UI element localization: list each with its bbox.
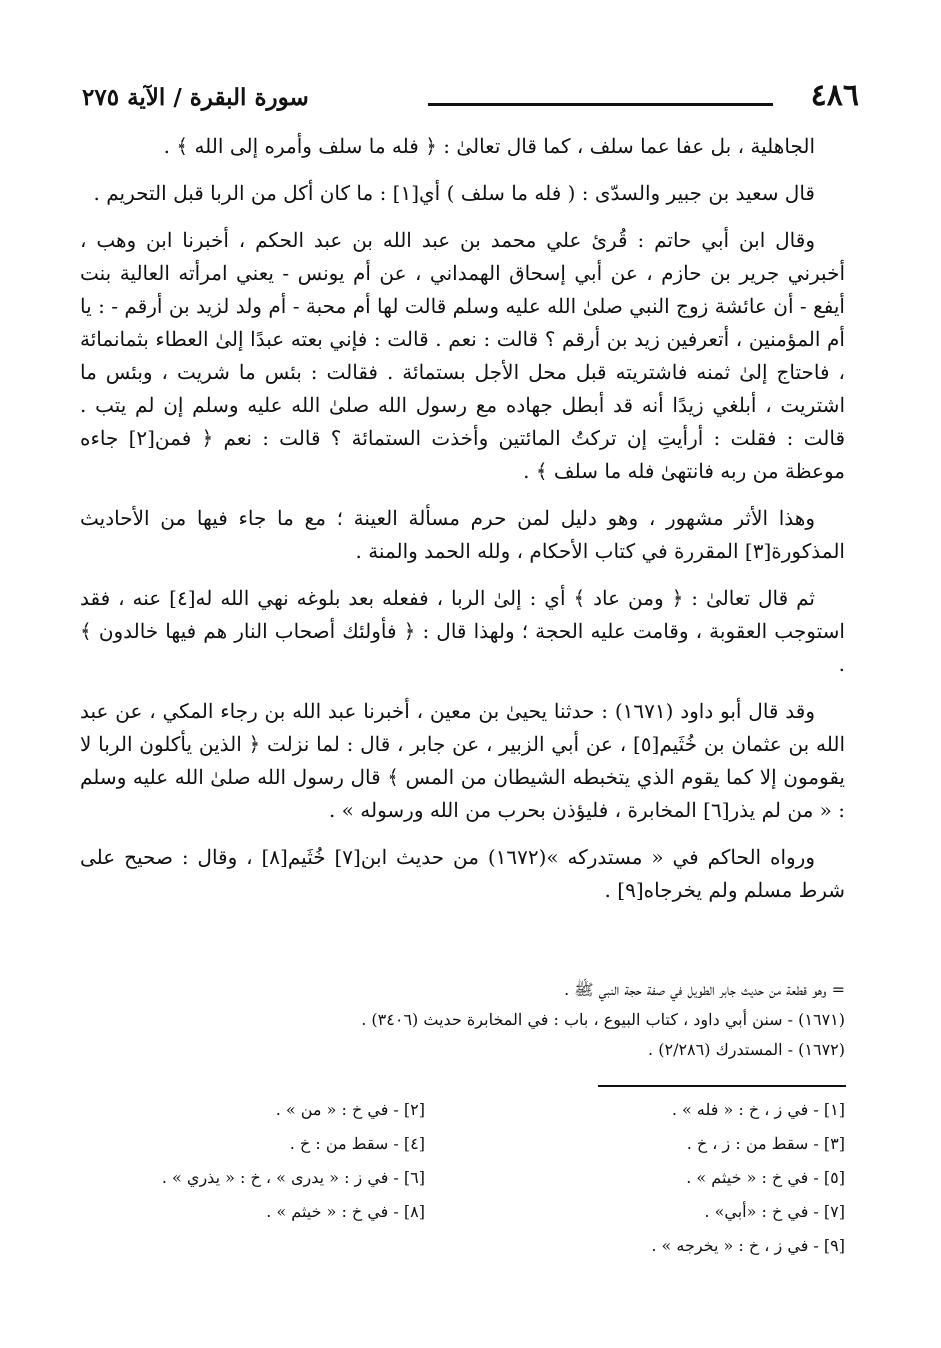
footnote-line: = وهو قطعة من حديث جابر الطويل في صفة حجة النبي ﷺ . <box>564 980 845 999</box>
running-title: سورة البقرة / الآية ٢٧٥ <box>82 84 309 111</box>
paragraph-2: قال سعيد بن جبير والسدّى : ( فله ما سلف ) أي[١] : ما كان أكل من الربا قبل التحريم . <box>93 181 815 205</box>
note-4: [٤] - سقط من : خ . <box>289 1134 425 1153</box>
page-number: ٤٨٦ <box>810 78 859 113</box>
paragraph-7: ورواه الحاكم في « مستدركه »(١٦٧٢) من حديث ابن[٧] خُثَيم[٨] ، وقال : صحيح على شرط مسلم ولم يخرجاه[٩] . <box>80 845 845 902</box>
footnote-line: (١٦٧٢) - المستدرك (٢/٢٨٦) . <box>648 1040 845 1059</box>
note-5: [٥] - في خ : « خيثم » . <box>686 1168 845 1187</box>
paragraph-3: وقال ابن أبي حاتم : قُرئ علي محمد بن عبد الله بن عبد الحكم ، أخبرنا ابن وهب ، أخبرني جرير بن حازم ، عن أبي إسحاق الهمداني ، عن أم يونس - يعني امرأته العالية بنت أيفع - أن عائشة زوج النبي صلىٰ الله عليه وسلم قالت لها أم محبة - أم ولد لزيد بن أرقم - : يا أم المؤمنين ، أتعرفين زيد بن أرقم ؟ قالت : نعم . قالت : فإني بعته عبدًا إلىٰ العطاء بثمانمائة ، فاحتاج إلىٰ ثمنه فاشتريته قبل محل الأجل بستمائة . فقالت : بئس ما شريت ، وبئس ما اشتريت ، أبلغي زيدًا أنه قد أبطل جهاده مع رسول الله صلىٰ الله عليه وسلم إن لم يتب . قالت : فقلت : أرأيتِ إن تركتُ المائتين وأخذت الستمائة ؟ قالت : نعم ﴿ فمن[٢] جاءه موعظة من ربه فانتهىٰ فله ما سلف ﴾ . <box>80 228 846 483</box>
note-6: [٦] - في ز : « يدرى » ، خ : « يذري » . <box>161 1168 425 1187</box>
main-text <box>80 130 845 921</box>
note-7: [٧] - في خ : «أبي» . <box>704 1202 845 1221</box>
paragraph-5: ثم قال تعالىٰ : ﴿ ومن عاد ﴾ أي : إلىٰ الربا ، ففعله بعد بلوغه نهي الله له[٤] عنه ، فقد استوجب العقوبة ، وقامت عليه الحجة ؛ ولهذا قال : ﴿ فأولئك أصحاب النار هم فيها خالدون ﴾ . <box>80 586 845 676</box>
paragraph-1: الجاهلية ، بل عفا عما سلف ، كما قال تعالىٰ : ﴿ فله ما سلف وأمره إلى الله ﴾ . <box>163 134 815 158</box>
footnote-line: (١٦٧١) - سنن أبي داود ، كتاب البيوع ، باب : في المخابرة حديث (٣٤٠٦) . <box>361 1010 845 1029</box>
header-rule <box>428 103 773 106</box>
note-1: [١] - في ز ، خ : « فله » . <box>671 1100 845 1119</box>
paragraph-6: وقد قال أبو داود (١٦٧١) : حدثنا يحيىٰ بن معين ، أخبرنا عبد الله بن رجاء المكي ، عن عبد الله بن عثمان بن خُثَيم[٥] ، عن أبي الزبير ، عن جابر ، قال : لما نزلت ﴿ الذين يأكلون الربا لا يقومون إلا كما يقوم الذي يتخبطه الشيطان من المس ﴾ قال رسول الله صلىٰ الله عليه وسلم : « من لم يذر[٦] المخابرة ، فليؤذن بحرب من الله ورسوله » . <box>80 699 845 822</box>
footnote-rule <box>598 1085 846 1087</box>
note-9: [٩] - في ز ، خ : « يخرجه » . <box>651 1236 845 1255</box>
hadith-footnotes <box>80 975 845 1065</box>
note-2: [٢] - في خ : « من » . <box>275 1100 425 1119</box>
note-8: [٨] - في خ : « خيثم » . <box>266 1202 425 1221</box>
paragraph-4: وهذا الأثر مشهور ، وهو دليل لمن حرم مسألة العينة ؛ مع ما جاء فيها من الأحاديث المذكورة[٣] المقررة في كتاب الأحكام ، ولله الحمد والمنة . <box>80 506 845 563</box>
note-3: [٣] - سقط من : ز ، خ . <box>686 1134 845 1153</box>
